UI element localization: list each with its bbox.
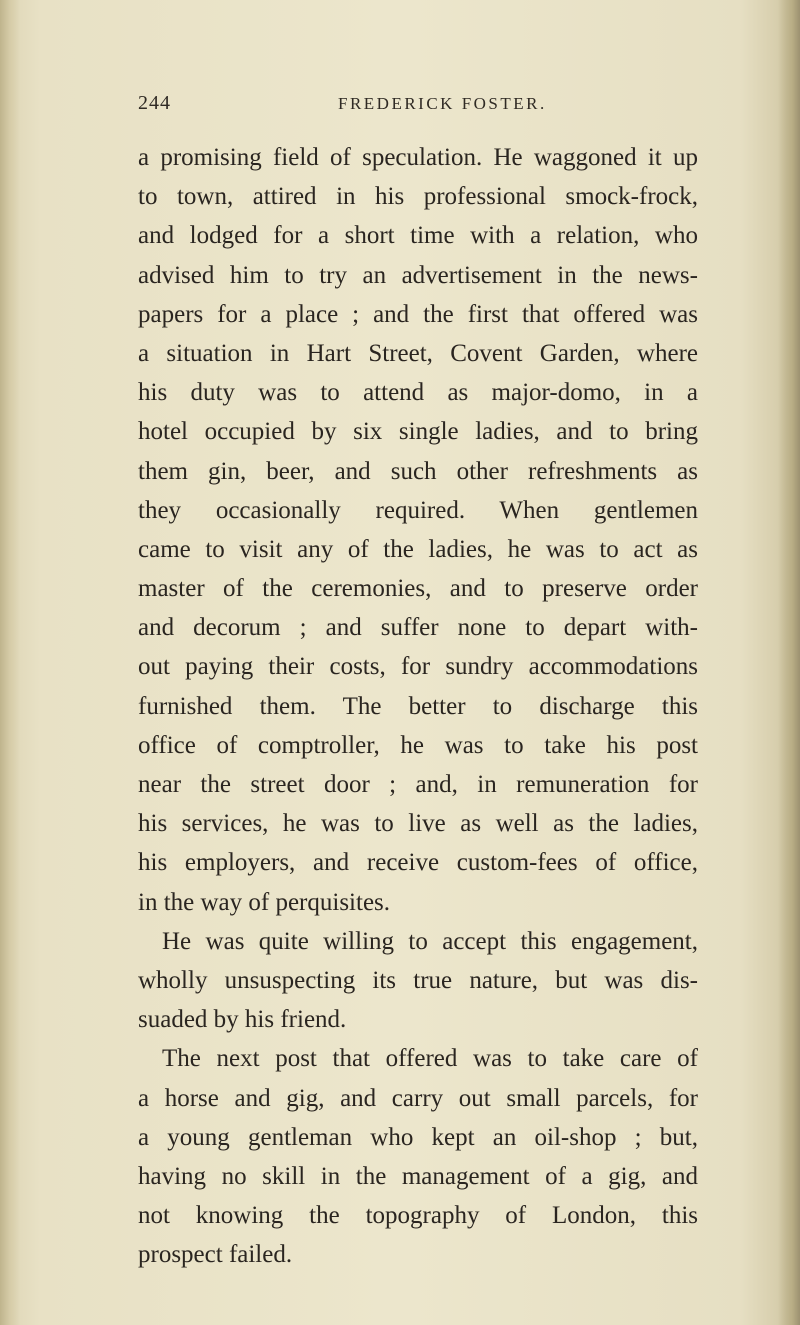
- page-edge-shadow: [778, 0, 800, 1325]
- text-line: his services, he was to live as well as the ladies,: [138, 810, 698, 838]
- text-line: to town, attired in his professional smock-frock,: [138, 183, 698, 211]
- text-line: them gin, beer, and such other refreshments as: [138, 457, 698, 485]
- text-line: came to visit any of the ladies, he was to act as: [138, 535, 698, 563]
- page-binding-shadow: [0, 0, 20, 1325]
- text-line: they occasionally required. When gentlemen: [138, 496, 698, 524]
- text-line: his duty was to attend as major-domo, in a: [138, 379, 698, 407]
- text-line: and decorum ; and suffer none to depart with-: [138, 614, 698, 642]
- running-head: [138, 92, 678, 118]
- text-line: near the street door ; and, in remuneration for: [138, 771, 698, 798]
- text-line: wholly unsuspecting its true nature, but was dis-: [138, 966, 698, 994]
- text-line: a situation in Hart Street, Covent Garden, where: [138, 339, 698, 367]
- text-line: master of the ceremonies, and to preserve order: [138, 575, 698, 603]
- paragraph-end-line: prospect failed.: [138, 1241, 293, 1269]
- text-line: hotel occupied by six single ladies, and to bring: [138, 418, 698, 446]
- text-line: out paying their costs, for sundry accommodations: [138, 653, 698, 681]
- text-line: a horse and gig, and carry out small parcels, for: [138, 1084, 698, 1112]
- text-line: papers for a place ; and the first that offered was: [138, 300, 698, 328]
- body-text: [138, 138, 698, 1274]
- page-number: 244: [138, 92, 171, 114]
- text-line: his employers, and receive custom-fees of office,: [138, 849, 698, 877]
- paragraph-end-line: suaded by his friend.: [138, 1006, 347, 1034]
- text-line: furnished them. The better to discharge this: [138, 692, 698, 720]
- text-line: and lodged for a short time with a relation, who: [138, 222, 698, 250]
- text-line: office of comptroller, he was to take his post: [138, 731, 698, 759]
- running-title: FREDERICK FOSTER.: [338, 94, 547, 113]
- paragraph-start-line: The next post that offered was to take care of: [162, 1045, 698, 1073]
- text-line: a promising field of speculation. He waggoned it up: [138, 144, 698, 171]
- paragraph-end-line: in the way of perquisites.: [138, 888, 391, 916]
- text-line: having no skill in the management of a gig, and: [138, 1162, 698, 1190]
- text-line: not knowing the topography of London, this: [138, 1202, 698, 1230]
- paragraph-start-line: He was quite willing to accept this engagement,: [162, 927, 698, 955]
- text-line: a young gentleman who kept an oil-shop ; but,: [138, 1123, 698, 1151]
- text-line: advised him to try an advertisement in the news-: [138, 261, 698, 289]
